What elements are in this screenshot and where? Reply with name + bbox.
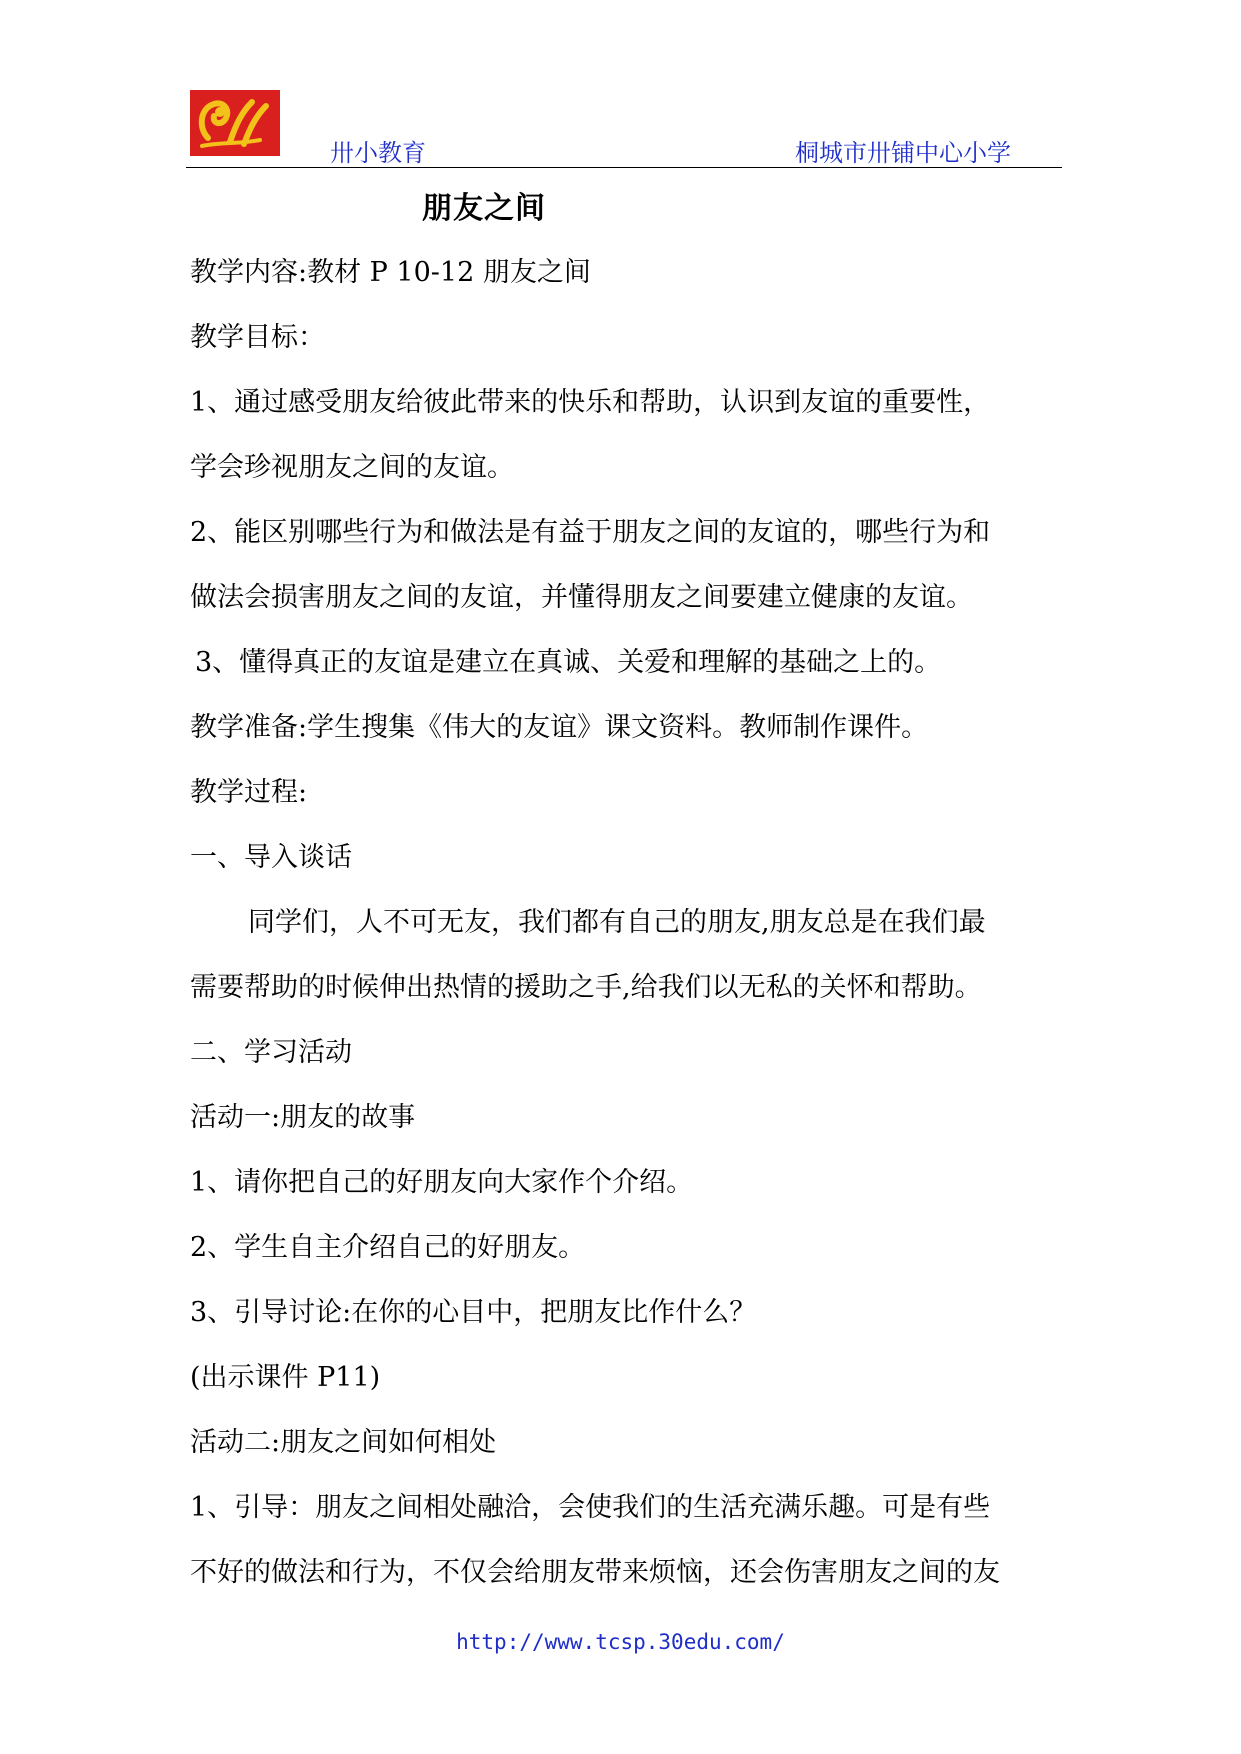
paragraph-line: 1、请你把自己的好朋友向大家作个介绍。 [190,1167,694,1198]
paragraph-line: 3、引导讨论:在你的心目中，把朋友比作什么？ [190,1297,757,1328]
paragraph-line: 学会珍视朋友之间的友谊。 [190,452,514,483]
paragraph-line: 做法会损害朋友之间的友谊，并懂得朋友之间要建立健康的友谊。 [190,582,973,613]
paragraph-line: 教学目标： [190,322,325,353]
paragraph-line: (出示课件 P11) [190,1362,381,1393]
paragraph-line: 1、引导：朋友之间相处融洽，会使我们的生活充满乐趣。可是有些 [190,1492,991,1523]
section-heading: 一、导入谈话 [190,842,352,873]
paragraph-line: 教学内容:教材 P 10-12 朋友之间 [190,257,591,288]
document-title: 朋友之间 [422,191,546,226]
document-body [190,240,1070,1605]
paragraph-line: 同学们，人不可无友，我们都有自己的朋友,朋友总是在我们最 [248,907,986,938]
section-heading: 二、学习活动 [190,1037,352,1068]
paragraph-line: 教学过程: [190,777,308,808]
paragraph-line: 活动二:朋友之间如何相处 [190,1427,497,1458]
header-left-text: 卅小教育 [330,139,426,167]
header-divider [186,167,1062,168]
paragraph-line: 2、能区别哪些行为和做法是有益于朋友之间的友谊的，哪些行为和 [190,517,991,548]
header-right-text: 桐城市卅铺中心小学 [795,139,1011,167]
paragraph-line: 不好的做法和行为，不仅会给朋友带来烦恼，还会伤害朋友之间的友 [190,1557,1000,1588]
paragraph-line: 2、学生自主介绍自己的好朋友。 [190,1232,586,1263]
paragraph-line: 需要帮助的时候伸出热情的援助之手,给我们以无私的关怀和帮助。 [190,972,982,1003]
paragraph-line: 活动一:朋友的故事 [190,1102,416,1133]
school-logo-icon [190,90,280,156]
paragraph-line: 1、通过感受朋友给彼此带来的快乐和帮助，认识到友谊的重要性， [190,387,991,418]
paragraph-line: 教学准备:学生搜集《伟大的友谊》课文资料。教师制作课件。 [190,712,929,743]
footer-url: http://www.tcsp.30edu.com/ [456,1630,785,1654]
paragraph-line: 3、懂得真正的友谊是建立在真诚、关爱和理解的基础之上的。 [195,647,942,678]
